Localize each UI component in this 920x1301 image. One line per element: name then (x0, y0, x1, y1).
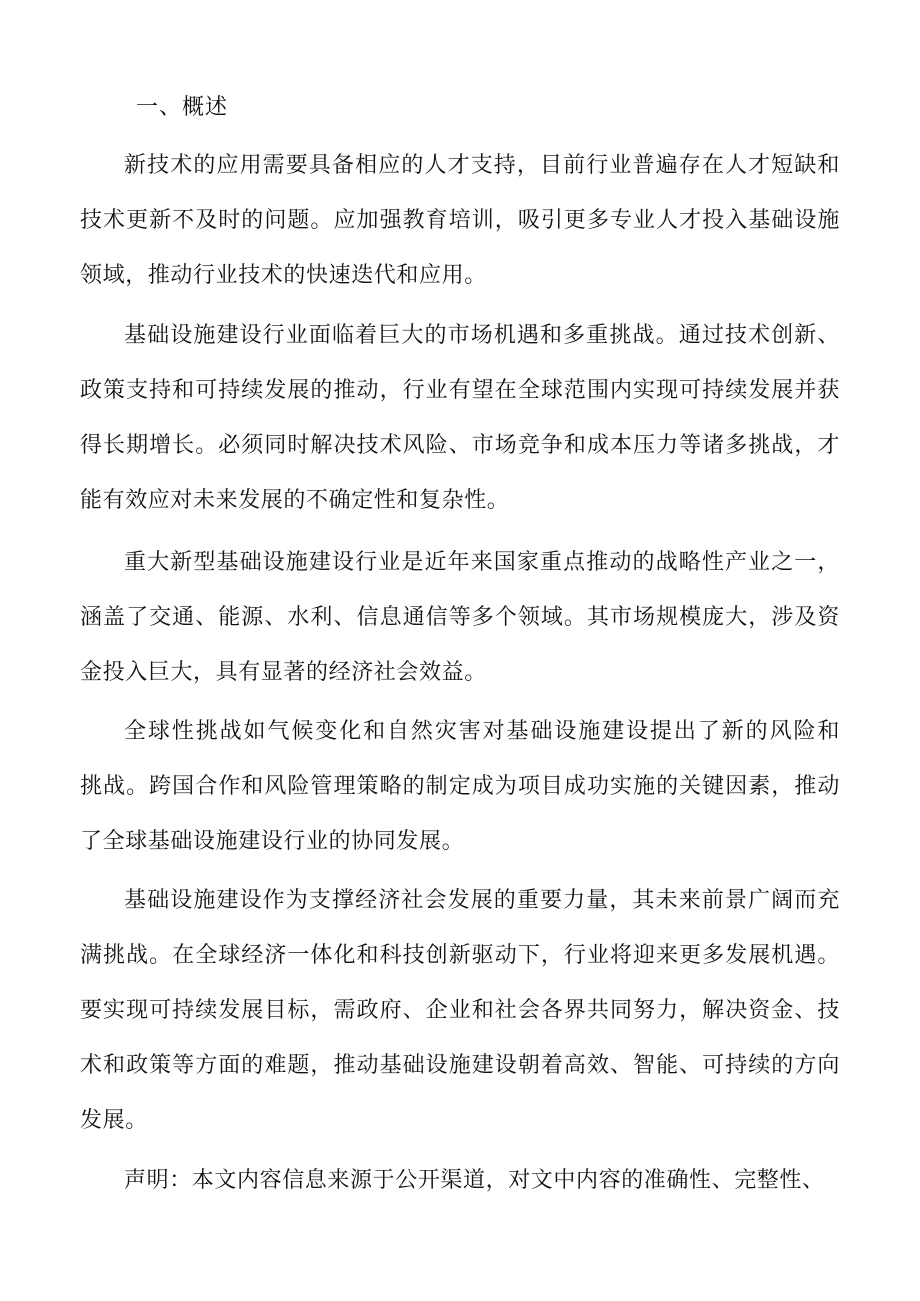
paragraph-line: 重大新型基础设施建设行业是近年来国家重点推动的战略性产业之一， (124, 550, 840, 575)
paragraph-1 (80, 148, 840, 313)
paragraph-line: 满挑战。在全球经济一体化和科技创新驱动下，行业将迎来更多发展机遇。 (80, 943, 840, 968)
paragraph-line: 得长期增长。必须同时解决技术风险、市场竞争和成本压力等诸多挑战，才 (80, 433, 840, 458)
paragraph-line: 领域，推动行业技术的快速迭代和应用。 (80, 263, 487, 288)
paragraph-2 (80, 318, 840, 538)
paragraph-3 (80, 545, 840, 710)
paragraph-line: 涵盖了交通、能源、水利、信息通信等多个领域。其市场规模庞大，涉及资 (80, 605, 840, 630)
paragraph-line: 基础设施建设作为支撑经济社会发展的重要力量，其未来前景广阔而充 (124, 888, 840, 913)
paragraph-line: 金投入巨大，具有显著的经济社会效益。 (80, 660, 487, 685)
paragraph-line: 声明：本文内容信息来源于公开渠道，对文中内容的准确性、完整性、 (124, 1168, 825, 1193)
paragraph-6 (80, 1163, 840, 1218)
paragraph-line: 政策支持和可持续发展的推动，行业有望在全球范围内实现可持续发展并获 (80, 378, 840, 403)
paragraph-line: 发展。 (80, 1108, 148, 1133)
paragraph-line: 技术更新不及时的问题。应加强教育培训，吸引更多专业人才投入基础设施 (80, 208, 840, 233)
paragraph-line: 能有效应对未来发展的不确定性和复杂性。 (80, 488, 510, 513)
section-heading: 一、概述 (136, 95, 229, 120)
paragraph-4 (80, 714, 840, 879)
paragraph-line: 要实现可持续发展目标，需政府、企业和社会各界共同努力，解决资金、技 (80, 998, 840, 1023)
paragraph-line: 挑战。跨国合作和风险管理策略的制定成为项目成功实施的关键因素，推动 (80, 774, 840, 799)
paragraph-line: 了全球基础设施建设行业的协同发展。 (80, 829, 465, 854)
paragraph-5 (80, 883, 840, 1158)
paragraph-line: 术和政策等方面的难题，推动基础设施建设朝着高效、智能、可持续的方向 (80, 1053, 840, 1078)
paragraph-line: 全球性挑战如气候变化和自然灾害对基础设施建设提出了新的风险和 (124, 719, 840, 744)
paragraph-line: 基础设施建设行业面临着巨大的市场机遇和多重挑战。通过技术创新、 (124, 323, 840, 348)
paragraph-line: 新技术的应用需要具备相应的人才支持，目前行业普遍存在人才短缺和 (124, 153, 840, 178)
